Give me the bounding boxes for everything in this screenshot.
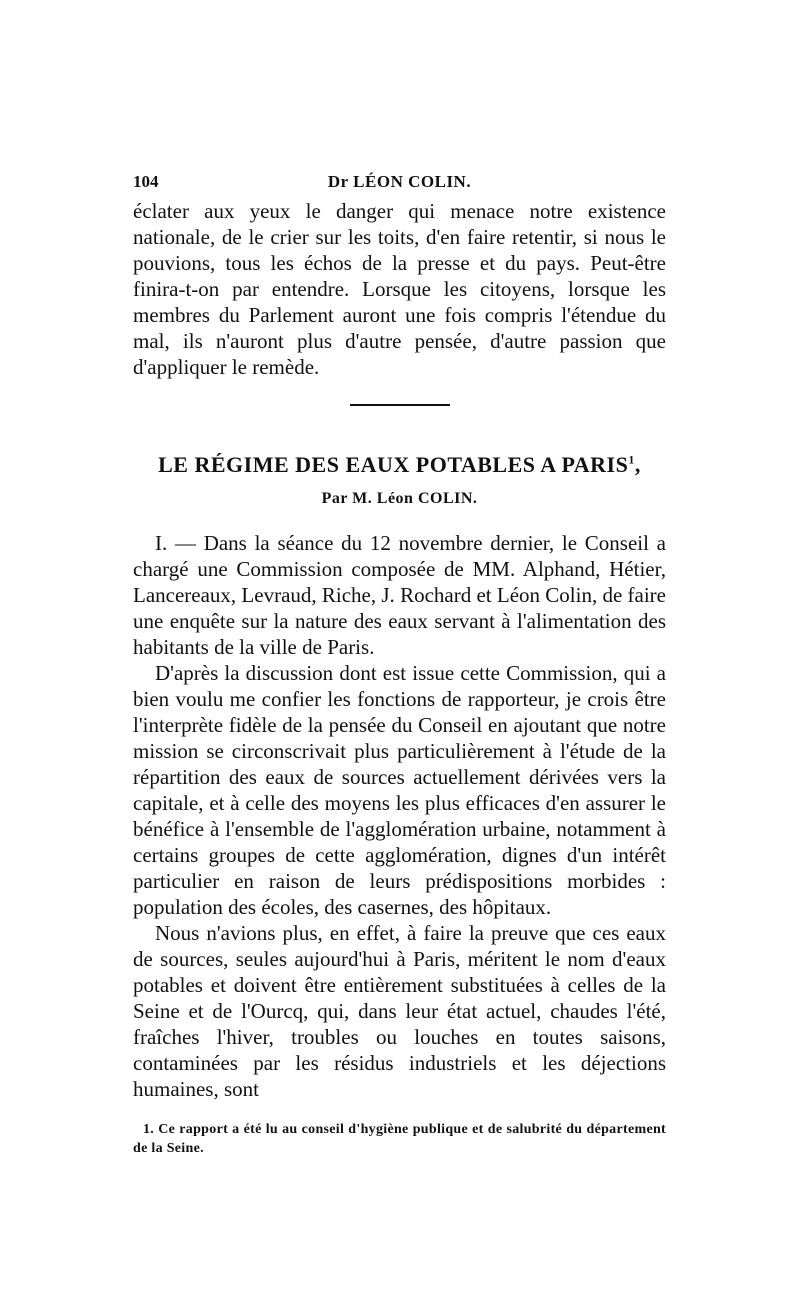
section-divider xyxy=(350,404,450,406)
intro-paragraph: éclater aux yeux le danger qui menace notre existence nationale, de le crier sur les toits, d'en faire retentir, si nous le pouvions, tous les échos de la presse et du pays. Peut-être finira-t-on par entendre. Lorsque les citoyens, lorsque les membres du Parlement auront une fois compris l'étendue du mal, ils n'auront plus d'autre pensée, d'autre passion que d'appliquer le remède. xyxy=(133,199,666,379)
article-paragraph: I. — Dans la séance du 12 novembre dernier, le Conseil a chargé une Commission composée de MM. Alphand, Hétier, Lancereaux, Levraud, Riche, J. Rochard et Léon Colin, de faire une enquête sur la nature des eaux servant à l'alimentation des habitants de la ville de Paris. xyxy=(133,531,666,659)
footnote: 1. Ce rapport a été lu au conseil d'hygiène publique et de salubrité du département de la Seine. xyxy=(133,1122,666,1156)
intro-section xyxy=(133,198,666,380)
article-title: LE RÉGIME DES EAUX POTABLES A PARIS$^1$, xyxy=(158,452,641,477)
article-paragraph: D'après la discussion dont est issue cette Commission, qui a bien voulu me confier les fonctions de rapporteur, je crois être l'interprète fidèle de la pensée du Conseil en ajoutant que notre mission se circonscrivait plus particulièrement à l'étude de la répartition des eaux de sources actuellement dérivées vers la capitale, et à celle des moyens les plus efficaces d'en assurer le bénéfice à l'ensemble de l'agglomération urbaine, notamment à certains groupes de cette agglomération, dignes d'un intérêt particulier en raison de leurs prédispositions morbides : population des écoles, des casernes, des hôpitaux. xyxy=(133,661,666,919)
page-number: 104 xyxy=(133,172,159,191)
footnote-marker: 1 xyxy=(628,452,635,467)
running-header xyxy=(133,172,666,198)
article-byline: Par M. Léon COLIN. xyxy=(321,490,478,507)
article-paragraph: Nous n'avions plus, en effet, à faire la preuve que ces eaux de sources, seules aujourd'hui à Paris, méritent le nom d'eaux potables et doivent être entièrement substituées à celles de la Seine et de l'Ourcq, qui, dans leur état actuel, chaudes l'été, fraîches l'hiver, troubles ou louches en toutes saisons, contaminées par les résidus industriels et les déjections humaines, sont xyxy=(133,921,666,1101)
article-title-text: LE RÉGIME DES EAUX POTABLES A PARIS xyxy=(158,452,629,477)
document-page xyxy=(133,172,666,1172)
article-body xyxy=(133,530,666,1102)
running-title: Dr LÉON COLIN. xyxy=(327,172,472,191)
